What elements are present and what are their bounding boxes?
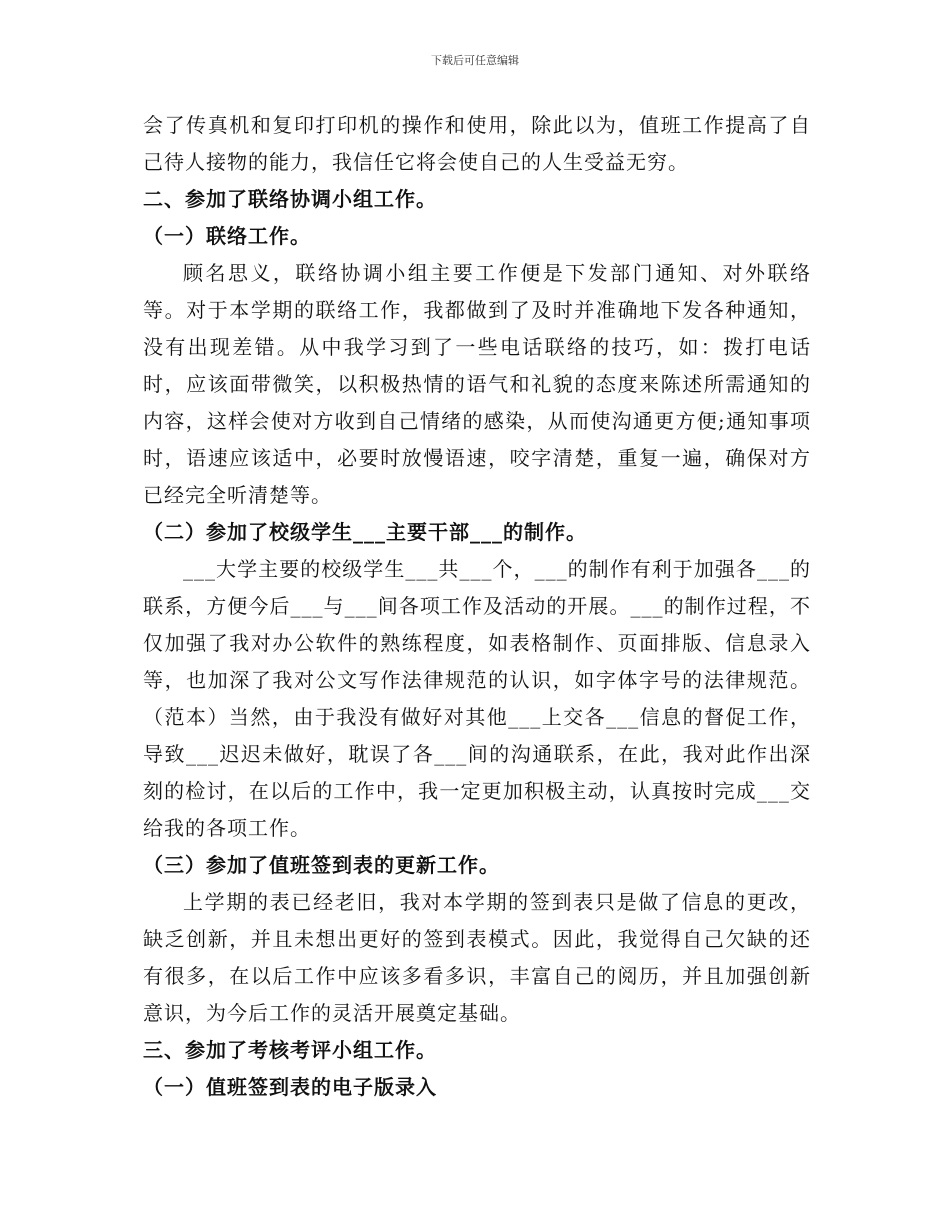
paragraph-continued: 会了传真机和复印打印机的操作和使用，除此以为，值班工作提高了自己待人接物的能力，我信任它将会使自己的人生受益无穷。 — [143, 113, 811, 174]
page-header-note: 下载后可任意编辑 — [431, 54, 519, 67]
paragraph-signin-update: 上学期的表已经老旧，我对本学期的签到表只是做了信息的更改，缺乏创新，并且未想出更好的签到表模式。因此，我觉得自己欠缺的还有很多，在以后工作中应该多看多识，丰富自己的阅历，并且加强创新意识，为今后工作的灵活开展奠定基础。 — [143, 890, 811, 1025]
subsection-heading-signin-update: （三）参加了值班签到表的更新工作。 — [143, 853, 500, 877]
subsection-heading-signin-entry: （一）值班签到表的电子版录入 — [143, 1075, 437, 1099]
section-heading-three: 三、参加了考核考评小组工作。 — [143, 1038, 437, 1062]
subsection-heading-liaison: （一）联络工作。 — [143, 224, 311, 248]
paragraph-liaison: 顾名思义，联络协调小组主要工作便是下发部门通知、对外联络等。对于本学期的联络工作，我都做到了及时并准确地下发各种通知，没有出现差错。从中我学习到了一些电话联络的技巧，如：拨打电话时，应该面带微笑，以积极热情的语气和礼貌的态度来陈述所需通知的内容，这样会使对方收到自己情绪的感染，从而使沟通更方便;通知事项时，语速应该适中，必要时放慢语速，咬字清楚，重复一遍，确保对方已经完全听清楚等。 — [143, 261, 811, 507]
document-body — [143, 107, 811, 1106]
section-heading-two: 二、参加了联络协调小组工作。 — [143, 187, 437, 211]
subsection-heading-cadre-list: （二）参加了校级学生___主要干部___的制作。 — [143, 520, 587, 544]
paragraph-cadre-list: ___大学主要的校级学生___共___个，___的制作有利于加强各___的联系，方便今后___与___间各项工作及活动的开展。___的制作过程，不仅加强了我对办公软件的熟练程度，如表格制作、页面排版、信息录入等，也加深了我对公文写作法律规范的认识，如字体字号的法律规范。（范本）当然，由于我没有做好对其他___上交各___信息的督促工作，导致___迟迟未做好，耽误了各___间的沟通联系，在此，我对此作出深刻的检讨，在以后的工作中，我一定更加积极主动，认真按时完成___交给我的各项工作。 — [143, 557, 811, 840]
